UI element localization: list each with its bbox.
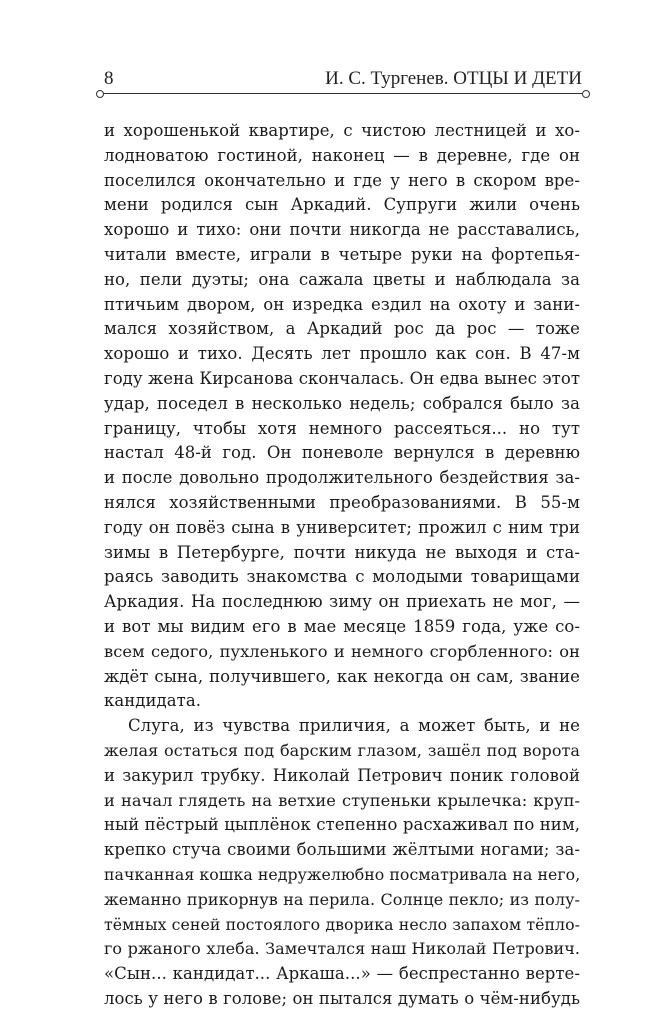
text-line: зимы в Петербурге, почти никуда не выходя и ста- (104, 542, 580, 562)
text-line: и после довольно продолжительного бездействия за- (104, 468, 580, 488)
text-line: хорошо и тихо. Десять лет прошло как сон. В 47-м (104, 344, 580, 364)
text-line: желая остаться под барским глазом, зашёл под ворота (104, 740, 580, 760)
text-line: но, пели дуэты; она сажала цветы и наблюдала за (104, 269, 580, 289)
text-line: птичьим двором, он изредка ездил на охоту и зани- (104, 294, 580, 314)
text-line: жеманно прикорнув на перила. Солнце пекло; из полу- (104, 889, 580, 909)
page-number: 8 (104, 68, 114, 89)
text-line: нялся хозяйственными преобразованиями. В 55-м (104, 492, 580, 512)
text-line: и вот мы видим его в мае месяце 1859 года, уже со- (104, 616, 580, 636)
text-line: пачканная кошка недружелюбно посматривала на него, (104, 864, 581, 884)
text-line: «Сын... кандидат... Аркаша...» — беспрестанно верте- (104, 964, 580, 984)
text-line: ный пёстрый цыплёнок степенно расхаживал по ним, (104, 815, 580, 835)
text-line: удар, поседел в несколько недель; собрался было за (104, 393, 580, 413)
text-line: раясь заводить знакомства с молодыми товарищами (104, 567, 580, 587)
text-line: и закурил трубку. Николай Петрович поник головой (104, 765, 580, 785)
body-text (104, 119, 580, 1012)
text-line: настал 48-й год. Он поневоле вернулся в деревню (104, 443, 580, 463)
text-line: ждёт сына, получившего, как некогда он сам, звание (104, 666, 580, 686)
text-line: го ржаного хлеба. Замечтался наш Николай Петрович. (104, 939, 580, 959)
text-line: году он повёз сына в университет; прожил с ним три (104, 517, 580, 537)
text-line: мался хозяйством, а Аркадий рос да рос — тоже (104, 319, 580, 339)
rule-ornament-right (582, 90, 590, 98)
text-line: и начал глядеть на ветхие ступеньки крылечка: круп- (104, 790, 580, 810)
text-line: лось у него в голове; он пытался думать о чём-нибудь (104, 988, 580, 1008)
text-line: лодноватою гостиной, наконец — в деревне, где он (104, 145, 580, 165)
text-line: поселился окончательно и где у него в скором вре- (104, 170, 580, 190)
text-line: читали вместе, играли в четыре руки на фортепья- (104, 244, 580, 264)
text-line: Слуга, из чувства приличия, а может быть, и не (128, 716, 580, 736)
text-line: году жена Кирсанова скончалась. Он едва вынес этот (104, 368, 580, 388)
running-title: И. С. Тургенев. ОТЦЫ И ДЕТИ (325, 68, 582, 89)
page-header (100, 68, 586, 96)
text-line: кандидата. (104, 691, 202, 711)
text-line: мени родился сын Аркадий. Супруги жили очень (104, 195, 580, 215)
text-line: крепко стуча своими большими жёлтыми ногами; за- (104, 840, 580, 860)
text-line: Аркадия. На последнюю зиму он приехать не мог, — (104, 592, 580, 612)
rule-ornament-left (96, 90, 104, 98)
text-line: и хорошенькой квартире, с чистою лестницей и хо- (104, 121, 580, 140)
text-line: хорошо и тихо: они почти никогда не расставались, (104, 220, 580, 240)
text-line: всем седого, пухленького и немного сгорбленного: он (104, 641, 580, 661)
text-line: тёмных сеней постоялого дворика несло запахом тёпло- (104, 914, 580, 934)
text-line: границу, чтобы хотя немного рассеяться... но тут (104, 418, 580, 438)
header-rule (100, 93, 586, 94)
